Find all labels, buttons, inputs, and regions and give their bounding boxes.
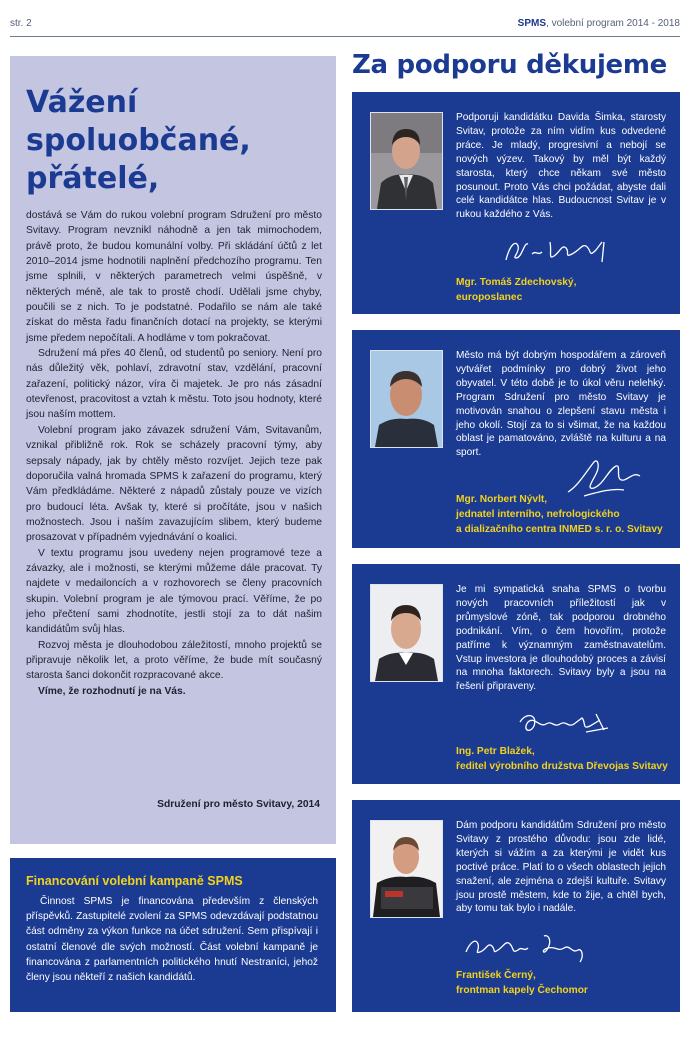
endorser-role-line: jednatel interního, nefrologického (456, 509, 620, 520)
financing-text: Činnost SPMS je financována především z členských příspěvků. Zastupitelé zvolení za SPMS odevzdávají podstatnou část odměny za výkon funkce na účet sdružení. Sem přispívají i ostatní členové dle svých možností. Část volební kampaně je financována z parlamentních politického hnutí Nestraníci, jehož členy jsou někteří z našich kandidátů. (26, 896, 318, 984)
publication-title (518, 18, 680, 29)
endorsement-photo (370, 350, 443, 448)
intro-paragraph: Rozvoj města je dlouhodobou záležitostí, mnoho projektů se připravuje několik let, a proto věříme, že bude mít současný starosta šanci dokončit rozpracované akce. (26, 639, 322, 682)
endorser-name (456, 744, 668, 774)
endorser-name-line: František Černý, (456, 970, 536, 981)
intro-heading (26, 84, 326, 198)
endorsement-quote: Podporuji kandidátku Davida Šimka, starosty Svitav, protože za ním vidím kus odvedené práce. Je mladý, progresivní a nebojí se nových výzev. Takový by měl být každý starosta, který chce někam své město posunout. Proto Vás chci požádat, abyste dali celé kandidátce hlas. Budoucnost Svitav je v rukou každého z Vás. (456, 112, 666, 221)
thanks-heading: Za podporu děkujeme (352, 50, 668, 80)
endorser-name-line: Ing. Petr Blažek, (456, 746, 535, 757)
intro-closing: Víme, že rozhodnutí je na Vás. (38, 685, 186, 697)
endorser-role-line: frontman kapely Čechomor (456, 985, 588, 996)
endorser-role-line: a dializačního centra INMED s. r. o. Svitavy (456, 524, 663, 535)
endorsement-card (352, 800, 680, 1012)
endorsement-card (352, 92, 680, 314)
endorsement-photo (370, 584, 443, 682)
publication-subtitle: , volební program 2014 - 2018 (546, 18, 680, 29)
endorser-name-line: Mgr. Tomáš Zdechovský, (456, 277, 577, 288)
intro-signature: Sdružení pro město Svitavy, 2014 (157, 799, 320, 810)
signature-icon (502, 236, 612, 266)
publication-brand: SPMS (517, 18, 547, 29)
portrait-icon (371, 585, 442, 681)
signature-icon (462, 928, 592, 964)
endorser-role-line: europoslanec (456, 292, 523, 303)
portrait-icon (371, 351, 442, 447)
header-divider (10, 36, 680, 37)
signature-icon (516, 708, 616, 738)
endorsement-card (352, 564, 680, 784)
portrait-icon (371, 821, 442, 917)
intro-body (26, 208, 322, 699)
endorsement-photo (370, 112, 443, 210)
endorsement-card (352, 330, 680, 548)
endorsement-photo (370, 820, 443, 918)
endorser-name (456, 492, 663, 537)
endorsement-quote: Město má být dobrým hospodářem a zároveň vytvářet podmínky pro dobrý život jeho obyvatel. V této době je to úkol věru nelehký. Program Sdružení pro město Svitavy je motivován snahou o zlepšení stavu města i jeho okolí. Stojí za to si všimat, že na každou oblast je pamatováno, zvláště na kulturu a na sport. (456, 350, 666, 459)
intro-heading-line: spoluobčané, (26, 123, 251, 158)
intro-panel (10, 56, 336, 844)
intro-paragraph: Volební program jako závazek sdružení Vám, Svitavanům, vznikal přibližně rok. Rok se scházely pracovní týmy, aby sepsaly nápady, jak by chtěly město rozvíjet. Jejich teze pak doporučila valná hromada SPMS k zařazení do programu, který Vám předkládáme. Některé z nápadů zůstaly pouze ve vizích pro budoucí léta. Avšak ty, které si pročítáte, jsou v našich možnostech. Jsou i naším zavazujícím slibem, který budeme prosazovat v případném vyjednávání o koalici. (26, 424, 322, 544)
intro-heading-line: Vážení (26, 85, 138, 120)
intro-paragraph: V textu programu jsou uvedeny nejen programové teze a závazky, ale i možnosti, se kterými můžeme dále pracovat. Ty najdete v medailoncích a v rozhovorech se členy pracovních skupin. Volební program je ale týmovou prací. Věříme, že po jeho přečtení sami zhodnotíte, jestli stojí za to dát našim kandidátům svůj hlas. (26, 547, 322, 636)
endorser-name-line: Mgr. Norbert Nývlt, (456, 494, 548, 505)
intro-paragraph: dostává se Vám do rukou volební program Sdružení pro město Svitavy. Program nevznikl náhodně a jen tak mimochodem, právě proto, že budou komunální volby. Při skládání účtů z let 2010–2014 jsme hodnotili naplnění předchozího programu. Ten jsme splnili, v některých parametrech velmi úspěšně, v některých méně, ale tak to prostě chodí. Udělali jsme chyby, poučili se z nich. To je podstatné. Podařilo se nám ale také získat do města řadu finančních dotací na projekty, se kterými jsme předem nepočítali. A hodláme v tom pokračovat. (26, 210, 322, 344)
endorsement-quote: Je mi sympatická snaha SPMS o tvorbu nových pracovních příležitostí jak v průmyslové zóně, tak podporou drobného podnikání. Vím, o čem hovořím, protože patříme k významným zaměstnavatelům. Vstup investora je dlouhodobý proces a závisí na mnoha faktorech. Svitavy byly a jsou na řešení připraveny. (456, 584, 666, 693)
endorser-name (456, 275, 576, 305)
page-header (10, 18, 680, 34)
portrait-icon (371, 113, 442, 209)
endorsement-quote: Dám podporu kandidátům Sdružení pro město Svitavy z prostého důvodu: jsou zde lidé, kterých si vážím a za kterými je vidět kus poctivé práce. Platí to o všech oblastech jejich snažení, ale zejména o zdejší kultuře. Svitavy jsou prostě městem, kde to žije, a chtěl bych, aby tomu tak bylo i nadále. (456, 820, 666, 915)
endorser-name (456, 968, 588, 998)
endorser-role-line: ředitel výrobního družstva Dřevojas Svitavy (456, 761, 668, 772)
intro-heading-line: přátelé, (26, 161, 160, 196)
financing-box (10, 858, 336, 1012)
page-number: str. 2 (10, 18, 32, 29)
financing-title: Financování volební kampaně SPMS (26, 874, 243, 888)
intro-paragraph: Sdružení má přes 40 členů, od studentů po seniory. Není pro nás důležitý věk, pohlaví, zdravotní stav, vzdělání, pracovní zařazení, politický názor, víra či majetek. Je pro nás zásadní otevřenost, pracovitost a vztah k městu. Toto jsou hodnoty, které jsou naším mottem. (26, 348, 322, 421)
